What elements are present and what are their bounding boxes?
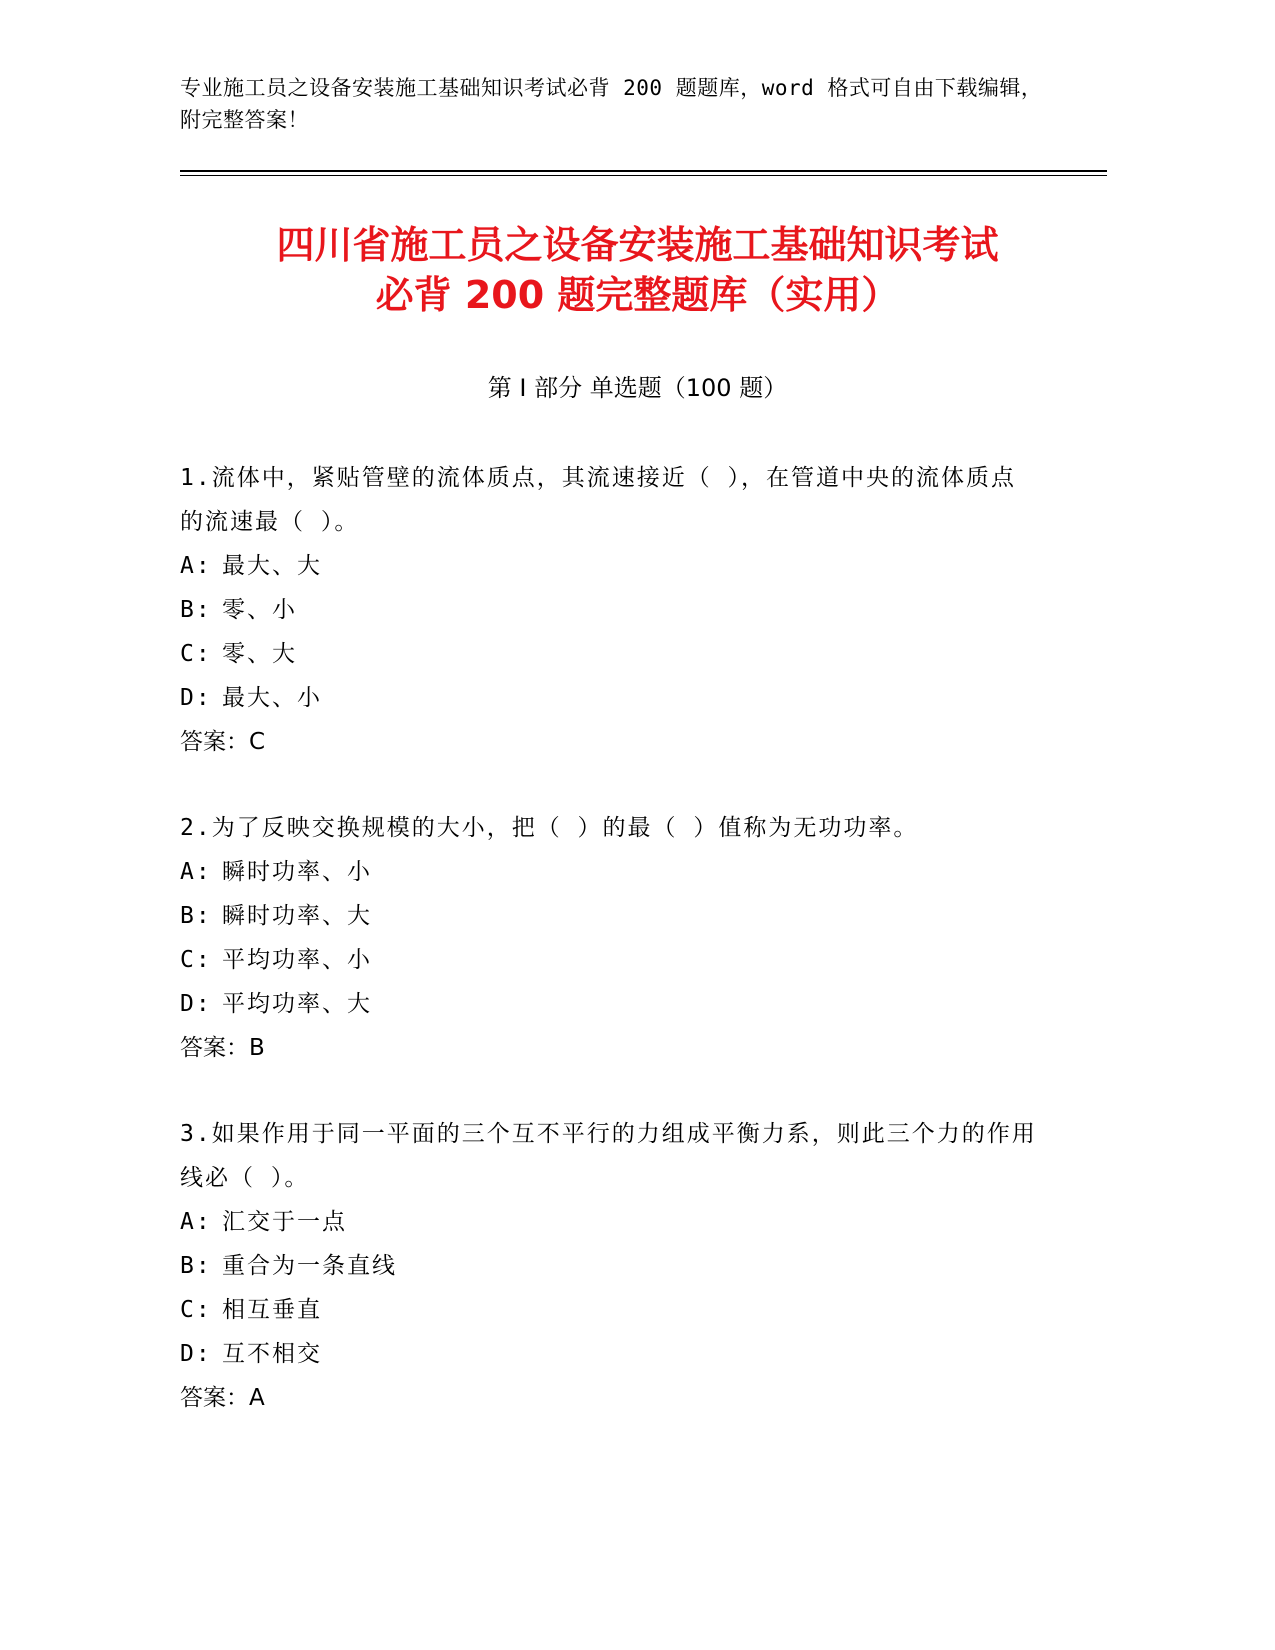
option-text: 平均功率、大 — [222, 991, 372, 1017]
option-key: D: — [180, 991, 212, 1017]
question-3 — [180, 1112, 1040, 1420]
option-key: A: — [180, 553, 212, 579]
option-b — [180, 588, 1040, 632]
option-text: 汇交于一点 — [222, 1209, 347, 1235]
title-line-1: 四川省施工员之设备安装施工基础知识考试 — [276, 223, 999, 267]
option-text: 瞬时功率、小 — [222, 859, 372, 885]
option-a — [180, 1200, 1040, 1244]
option-c — [180, 1288, 1040, 1332]
option-key: B: — [180, 597, 212, 623]
question-1 — [180, 456, 1040, 764]
option-text: 互不相交 — [222, 1341, 322, 1367]
option-a — [180, 850, 1040, 894]
option-text: 最大、大 — [222, 553, 322, 579]
option-key: C: — [180, 641, 212, 667]
option-key: B: — [180, 1253, 212, 1279]
option-text: 最大、小 — [222, 685, 322, 711]
option-text: 瞬时功率、大 — [222, 903, 372, 929]
header-rule-thin — [180, 175, 1107, 176]
option-a — [180, 544, 1040, 588]
option-text: 零、小 — [222, 597, 297, 623]
question-stem: 3.如果作用于同一平面的三个互不平行的力组成平衡力系，则此三个力的作用线必（ ）。 — [180, 1121, 1037, 1191]
option-key: D: — [180, 1341, 212, 1367]
answer-line: 答案：B — [180, 1035, 265, 1061]
question-2 — [180, 806, 1040, 1070]
option-key: D: — [180, 685, 212, 711]
option-text: 相互垂直 — [222, 1297, 322, 1323]
header-note: 专业施工员之设备安装施工基础知识考试必背 200 题题库，word 格式可自由下载编辑，附完整答案！ — [180, 76, 1043, 132]
title-line-2: 必背 200 题完整题库（实用） — [375, 273, 900, 317]
option-text: 零、大 — [222, 641, 297, 667]
option-c — [180, 938, 1040, 982]
option-d — [180, 982, 1040, 1026]
option-d — [180, 1332, 1040, 1376]
question-stem: 1.流体中，紧贴管壁的流体质点，其流速接近（ ），在管道中央的流体质点的流速最（ ）。 — [180, 465, 1017, 535]
document-title — [150, 220, 1125, 320]
option-text: 平均功率、小 — [222, 947, 372, 973]
option-b — [180, 1244, 1040, 1288]
option-text: 重合为一条直线 — [222, 1253, 397, 1279]
option-key: C: — [180, 1297, 212, 1323]
option-b — [180, 894, 1040, 938]
question-stem: 2.为了反映交换规模的大小，把（ ）的最（ ）值称为无功功率。 — [180, 815, 919, 841]
section-heading: 第 I 部分 单选题（100 题） — [487, 374, 788, 402]
header-rule-thick — [180, 170, 1107, 172]
option-key: C: — [180, 947, 212, 973]
option-key: A: — [180, 859, 212, 885]
answer-line: 答案：A — [180, 1385, 265, 1411]
option-d — [180, 676, 1040, 720]
option-key: A: — [180, 1209, 212, 1235]
answer-line: 答案：C — [180, 729, 266, 755]
option-c — [180, 632, 1040, 676]
option-key: B: — [180, 903, 212, 929]
question-list — [180, 456, 1040, 1462]
